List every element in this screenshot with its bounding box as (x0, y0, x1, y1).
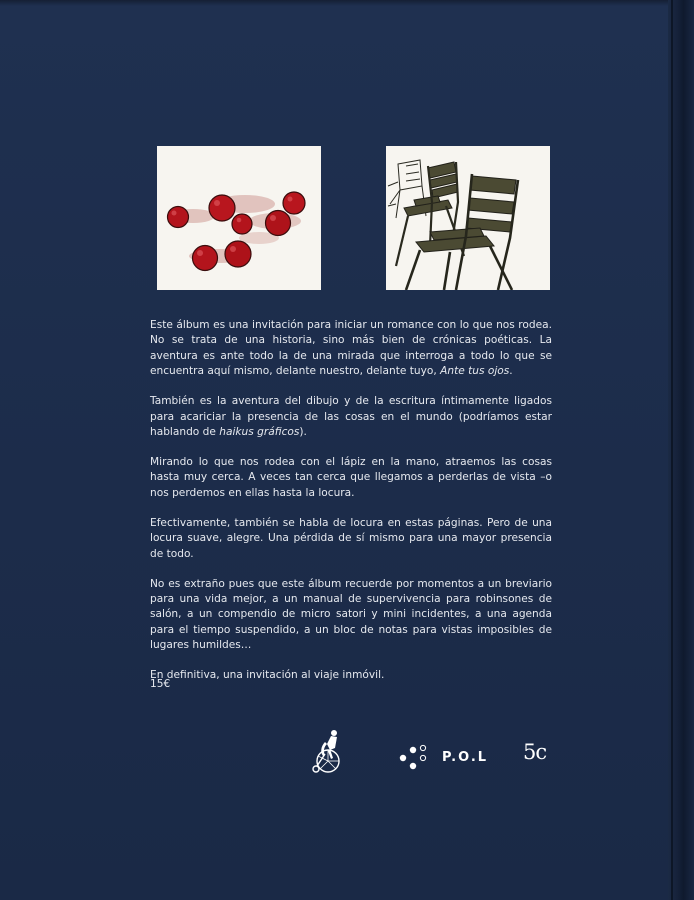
penny-farthing-cyclist-logo-icon (311, 728, 347, 774)
blurb-paragraph-2 (150, 394, 552, 440)
red-tomatoes-drawing-icon (157, 146, 321, 290)
blurb-paragraph-3: Mirando lo que nos rodea con el lápiz en la mano, atraemos las cosas hasta muy cerca. A veces tan cerca que llegamos a perderlas de vista –o nos perdemos en ellas hasta la locura. (150, 456, 552, 499)
spine-line (671, 0, 673, 900)
pol-publisher-name: P.O.L (442, 749, 489, 765)
blurb-paragraph-5: No es extraño pues que este álbum recuerde por momentos a un breviario para una vida mejor, a un manual de supervivencia para robinsones de salón, a un compendio de micro satori y mini incidentes, a una agenda para el tiempo suspendido, a un bloc de notas para vistas imposibles de lugares humildes… (150, 577, 552, 652)
tomatoes-illustration (157, 146, 321, 290)
blurb-p1-end: . (509, 365, 513, 378)
price: 15€ (150, 678, 171, 690)
blurb-text (150, 318, 552, 698)
chairs-illustration (386, 146, 550, 290)
dots-logo-icon (398, 742, 428, 772)
blurb-paragraph-1 (150, 318, 552, 380)
pol-logo (398, 742, 488, 772)
haikus-italic: haikus gráficos (219, 426, 300, 439)
folding-chairs-drawing-icon (386, 146, 550, 290)
blurb-paragraph-6: En definitiva, una invitación al viaje inmóvil. (150, 669, 385, 682)
top-shadow (0, 0, 694, 6)
5c-publisher-logo: 5c (523, 740, 547, 764)
blurb-p2-end: ). (299, 426, 307, 439)
blurb-p2-text: También es la aventura del dibujo y de la escritura íntimamente ligados para acariciar la presencia de las cosas en el mundo (podríamos estar hablando de (150, 395, 552, 439)
book-title-italic: Ante tus ojos (440, 365, 510, 378)
blurb-paragraph-4: Efectivamente, también se habla de locura en estas páginas. Pero de una locura suave, alegre. Una pérdida de sí mismo para una mayor presencia de todo. (150, 516, 552, 560)
blurb-p1-text: Este álbum es una invitación para iniciar un romance con lo que nos rodea. No se trata de una historia, sino más bien de crónicas poéticas. La aventura es ante todo la de una mirada que interroga a todo lo que se encuentra aquí mismo, delante nuestro, delante tuyo, (150, 319, 552, 378)
